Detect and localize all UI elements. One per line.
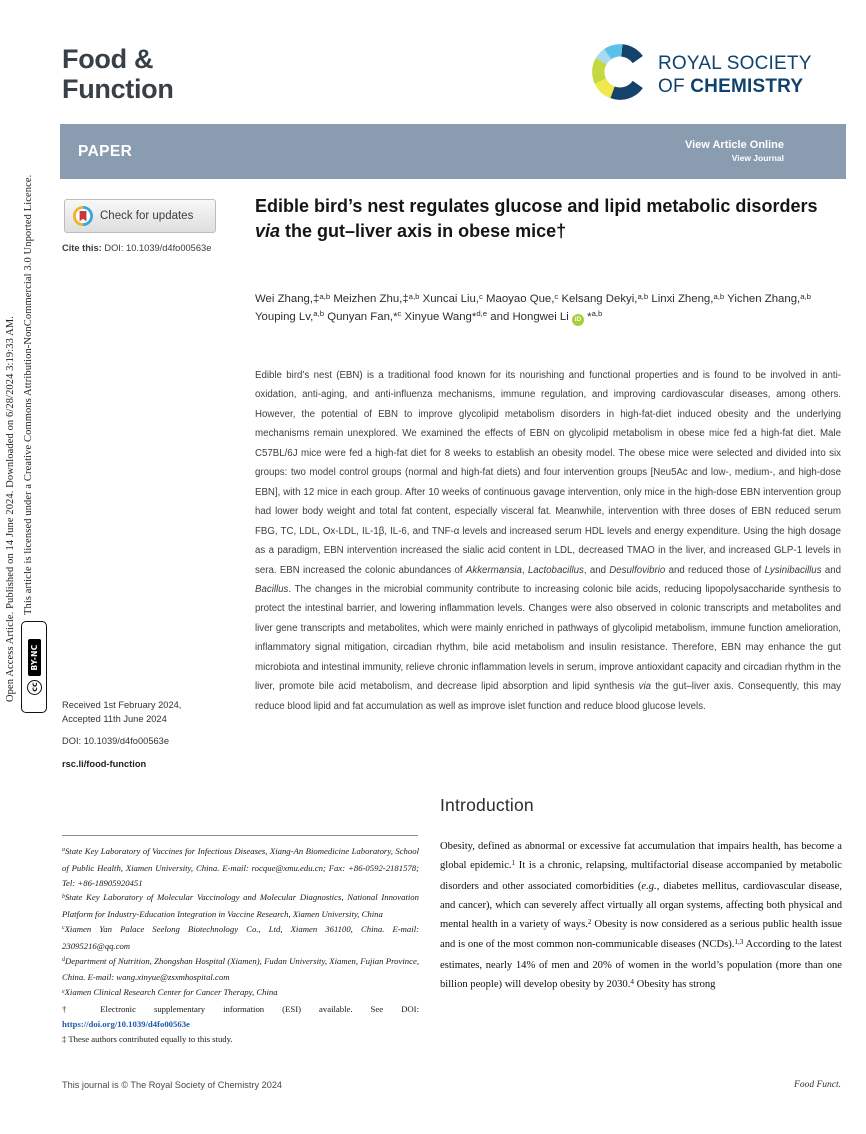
check-for-updates-button[interactable] xyxy=(64,199,216,233)
cite-this-doi: DOI: 10.1039/d4fo00563e xyxy=(104,243,212,253)
license-sidebar-text: This article is licensed under a Creative Commons Attribution-NonCommercial 3.0 Unported Licence. xyxy=(23,174,34,615)
rsc-wordmark-line2 xyxy=(658,75,812,98)
footnote-affiliation-c: $^c$Xiamen Yan Palace Seelong Biotechnology Co., Ltd, Xiamen 361100, China. E-mail: 23095216@qq.com xyxy=(62,923,419,951)
view-journal-link[interactable]: View Journal xyxy=(731,153,784,164)
footnote-affiliation-e: $^e$Xiamen Clinical Research Center for Cancer Therapy, China xyxy=(62,987,278,998)
crossmark-icon xyxy=(73,206,93,226)
cc-icon: cc xyxy=(27,680,42,695)
footer-copyright: This journal is © The Royal Society of Chemistry 2024 xyxy=(62,1080,283,1090)
footnote-affiliation-b: $^b$State Key Laboratory of Molecular Vaccinology and Molecular Diagnostics, National Innovation Platform for Industry-Education Integration in Vaccine Research, Xiamen University, China xyxy=(62,892,419,920)
journal-url-link[interactable]: rsc.li/food-function xyxy=(62,758,147,769)
footnotes-block xyxy=(62,844,419,1046)
footnote-equal-contribution: ‡ These authors contributed equally to this study. xyxy=(62,1033,233,1044)
footnote-affiliation-a: $^a$State Key Laboratory of Vaccines for Infectious Diseases, Xiang-An Biomedicine Laboratory, School of Public Health, Xiamen University, China. E-mail: rocque@xmu.edu.cn; Fax: +86-0592-2181578; Tel: +86-18905920451 xyxy=(62,846,419,888)
orcid-icon[interactable]: iD xyxy=(572,314,584,326)
footnote-affiliation-d: $^d$Department of Nutrition, Zhongshan Hospital (Xiamen), Fudan University, Xiamen, Fujian Province, China. E-mail: wang.xinyue@zsxmhospital.com xyxy=(62,955,419,983)
journal-title-line2: Function xyxy=(62,74,174,104)
journal-title-line1: Food & xyxy=(62,44,154,74)
paper-type-label: PAPER xyxy=(78,142,133,160)
article-title: Edible bird’s nest regulates glucose and lipid metabolic disorders via the gut–liver axis in obese mice† xyxy=(255,196,818,241)
received-date: Received 1st February 2024, xyxy=(62,700,182,710)
journal-title xyxy=(62,44,174,104)
by-nc-license-label: BY-NC xyxy=(28,639,41,675)
author-list xyxy=(255,291,843,327)
abstract-text: Edible bird’s nest (EBN) is a traditional food known for its nourishing and functional properties and is found to be involved in anti-oxidation, anti-aging, and anti-influenza mechanisms, immune regulation, and improving cardiovascular diseases, among others. However, the potential of EBN to improve glycolipid metabolism disorders in high-fat-diet induced obesity and the underlying mechanisms remain unexplored. We examined the effects of EBN on glycolipid metabolism in obese mice fed a high-fat diet. Male C57BL/6J mice were fed a high-fat diet for 8 weeks to establish an obesity model. The obese mice were selected and divided into six groups: two model control groups (normal and high-fat diets) and four intervention groups [Neu5Ac and low-, medium-, and high-dose EBN], with 12 mice in each group. After 10 weeks of continuous gavage intervention, only mice in the high-dose EBN intervention group had lower body weight and total fat content, especially visceral fat. Meanwhile, intervention with three doses of EBN reduced serum FBG, TC, LDL, Ox-LDL, IL-1β, IL-6, and TNF-α levels and increased serum HDL levels and energy expenditure. Using the high dosage as a paradigm, EBN intervention increased the sialic acid content in LDL, decreased TMAO in the liver, and increased GLP-1 levels in sera. EBN increased the colonic abundances of Akkermansia, Lactobacillus, and Desulfovibrio and reduced those of Lysinibacillus and Bacillus. The changes in the microbial community contribute to increasing colonic bile acids, reducing lipopolysaccharide synthesis to protect the intestinal barrier, and lowering inflammation levels. Changes were also observed in colonic transcripts and metabolites and liver gene transcripts and metabolites, which were mainly enriched in pathways of glycolipid metabolism, immune function amelioration, inflammatory signal mitigation, circadian rhythm, bile acid metabolism and insulin resistance. Therefore, EBN may enhance the gut microbiota and intestinal immunity, relieve chronic inflammation levels in serum, improve antioxidant capacity and circadian rhythm in the liver, promote bile acid metabolism, and decrease lipid absorption and lipid synthesis via the gut–liver axis. Consequently, this may reduce blood lipid and fat accumulation as well as improve islet function and reduce blood glucose levels. xyxy=(255,370,841,712)
creative-commons-badge-content xyxy=(23,625,45,709)
cite-this-line xyxy=(62,243,211,253)
footnote-esi: † Electronic supplementary information (ESI) available. See DOI: https://doi.org/10.1039/d4fo00563e xyxy=(62,1003,419,1029)
cite-this-label: Cite this: xyxy=(62,243,105,253)
banner-links xyxy=(685,139,784,163)
accepted-date: Accepted 11th June 2024 xyxy=(62,713,167,724)
footnote-divider xyxy=(62,835,418,836)
publication-info xyxy=(62,699,237,771)
creative-commons-badge[interactable] xyxy=(21,621,47,713)
paper-banner xyxy=(60,124,846,179)
view-article-online-link[interactable]: View Article Online xyxy=(684,139,784,152)
rsc-logo-icon xyxy=(589,41,651,103)
footer-journal-abbrev: Food Funct. xyxy=(794,1080,841,1090)
rsc-wordmark-of: OF xyxy=(658,76,691,97)
rsc-wordmark-line1: ROYAL SOCIETY xyxy=(658,53,812,74)
author-list-part2: *$^{a,b}$ xyxy=(583,309,603,323)
rsc-wordmark-chemistry: CHEMISTRY xyxy=(690,76,804,97)
check-for-updates-label: Check for updates xyxy=(100,210,194,222)
section-heading-introduction: Introduction xyxy=(440,795,534,815)
author-list-part1: Wei Zhang,‡$^{a,b}$ Meizhen Zhu,‡$^{a,b}$ Xuncai Liu,$^c$ Maoyao Que,$^c$ Kelsang Dekyi,$^{a,b}$ Linxi Zheng,$^{a,b}$ Yichen Zhang,$^{a,b}$ Youping Lv,$^{a,b}$ Qunyan Fan,*$^c$ Xinyue Wang*$^{d,e}$ and Hongwei Li xyxy=(255,291,811,323)
open-access-sidebar-text: Open Access Article. Published on 14 June 2024. Downloaded on 6/28/2024 3:19:33 AM. xyxy=(5,316,16,702)
rsc-wordmark xyxy=(658,52,812,98)
doi-line: DOI: 10.1039/d4fo00563e xyxy=(62,736,170,746)
introduction-paragraph: Obesity, defined as abnormal or excessive fat accumulation that impairs health, has become a global epidemic.$^1$ It is a chronic, relapsing, multifactorial disease accompanied by metabolic disorders and other associated comorbidities (e.g., diabetes mellitus, cardiovascular disease, and cancer), which can severely affect virtually all organ systems, affecting both physical and mental health in a variety of ways.$^2$ Obesity is now considered as a serious public health issue and is one of the most common non-communicable diseases (NCDs).$^{1,3}$ According to the latest estimates, nearly 14% of men and 20% of women in the world’s population (more than one billion people) will develop obesity by 2030.$^4$ Obesity has strong xyxy=(440,841,843,991)
